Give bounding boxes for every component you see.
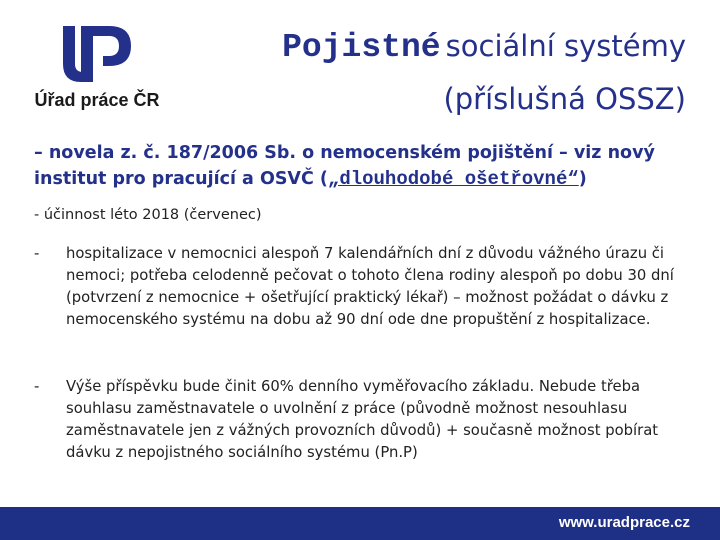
bullet-text: hospitalizace v nemocnici alespoň 7 kalendářních dní z důvodu vážného úrazu či nemoci; potřeba celodenně pečovat o tohoto člena rodiny alespoň po dobu 30 dní (potvrzení z nemocnice + ošetřující praktický lékař) – možnost požádat o dávku z nemocenského systému na dobu až 90 dní ode dne propuštění z hospitalizace. [66, 245, 674, 328]
title-part2: sociální systémy [445, 29, 686, 63]
bullet-dash: - [34, 378, 40, 395]
up-logo-icon [59, 20, 135, 88]
logo [22, 20, 172, 115]
bullet-text: Výše příspěvku bude činit 60% denního vyměřovacího základu. Nebude třeba souhlasu zaměstnavatele o uvolnění z práce (původně možnost nesouhlasu zaměstnavatele jen z vážných provozních důvodů) + současně možnost pobírat dávku z nepojistného sociálního systému (Pn.P) [66, 378, 659, 461]
list-item [34, 243, 684, 331]
lead-paragraph [34, 140, 694, 192]
effective-date-note: - účinnost léto 2018 (červenec) [34, 207, 262, 223]
lead-close: ) [578, 169, 587, 189]
title-part1: Pojistné [282, 29, 441, 66]
lead-text: – novela z. č. 187/2006 Sb. o nemocenském pojištění – viz nový institut pro pracující a OSVČ ( [34, 143, 655, 189]
list-item [34, 376, 684, 464]
footer-bar [0, 507, 720, 540]
logo-text: Úřad práce ČR [34, 90, 160, 110]
lead-accent: „dlouhodobé ošetřovné“ [327, 168, 579, 190]
footer-url[interactable]: www.uradprace.cz [558, 514, 690, 531]
title-line2: (příslušná OSSZ) [443, 82, 686, 116]
bullet-dash: - [34, 245, 40, 262]
page-title [282, 22, 686, 123]
